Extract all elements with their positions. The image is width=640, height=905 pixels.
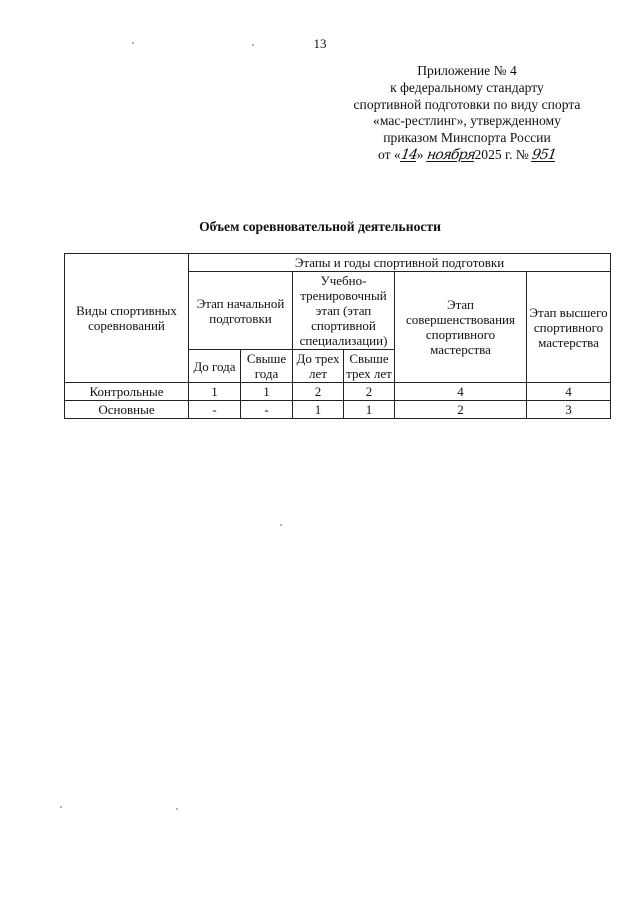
date-day-handwritten: 14 — [399, 146, 418, 163]
sub-initial-2: Свыше года — [241, 350, 293, 383]
stage-higher-header: Этап высшего спортивного мастерства — [527, 272, 611, 383]
table-cell: 4 — [527, 383, 611, 401]
table-cell: 4 — [395, 383, 527, 401]
sub-initial-1: До года — [189, 350, 241, 383]
date-year: 2025 г. № — [474, 146, 529, 162]
competition-type-header: Виды спортивных соревнований — [65, 254, 189, 383]
stage-initial-header: Этап начальной подготовки — [189, 272, 293, 350]
page-number: 13 — [313, 36, 327, 51]
date-month-handwritten: ноября — [425, 146, 476, 163]
scan-speck — [176, 808, 178, 810]
stage-training-header: Учебно-тренировочный этап (этап спортивной специализации) — [293, 272, 395, 350]
date-mid: » — [416, 146, 424, 162]
sub-training-2: Свыше трех лет — [344, 350, 395, 383]
table-cell: 2 — [344, 383, 395, 401]
table-cell: 2 — [293, 383, 344, 401]
order-date-line — [340, 147, 594, 164]
table-cell: 1 — [241, 383, 293, 401]
appendix-line-5: приказом Минспорта России — [383, 130, 551, 146]
table-cell: 2 — [395, 401, 527, 419]
document-title: Объем соревновательной деятельности — [199, 219, 441, 234]
stages-group-header: Этапы и годы спортивной подготовки — [189, 254, 611, 272]
appendix-line-2: к федеральному стандарту — [390, 79, 544, 95]
table-row — [65, 401, 611, 419]
table-cell: - — [241, 401, 293, 419]
appendix-block — [340, 63, 594, 164]
appendix-line-1: Приложение № 4 — [417, 63, 517, 78]
scan-speck — [60, 806, 62, 808]
scan-speck — [132, 42, 134, 44]
scan-speck — [280, 524, 282, 526]
scan-speck — [252, 44, 254, 46]
appendix-line-3: спортивной подготовки по виду спорта — [353, 96, 581, 112]
table-cell: 3 — [527, 401, 611, 419]
table-cell: 1 — [293, 401, 344, 419]
row-name: Основные — [65, 401, 189, 419]
sub-training-1: До трех лет — [293, 350, 344, 383]
table-cell: 1 — [344, 401, 395, 419]
order-number-handwritten: 951 — [531, 146, 558, 163]
stage-perfection-header: Этап совершенствования спортивного мастерства — [395, 272, 527, 383]
table-cell: - — [189, 401, 241, 419]
competition-volume-table — [64, 253, 611, 419]
table-header-row-1 — [65, 254, 611, 272]
table-row — [65, 383, 611, 401]
row-name: Контрольные — [65, 383, 189, 401]
table-cell: 1 — [189, 383, 241, 401]
date-prefix: от « — [377, 146, 401, 162]
appendix-line-4: «мас-рестлинг», утвержденному — [373, 113, 561, 129]
